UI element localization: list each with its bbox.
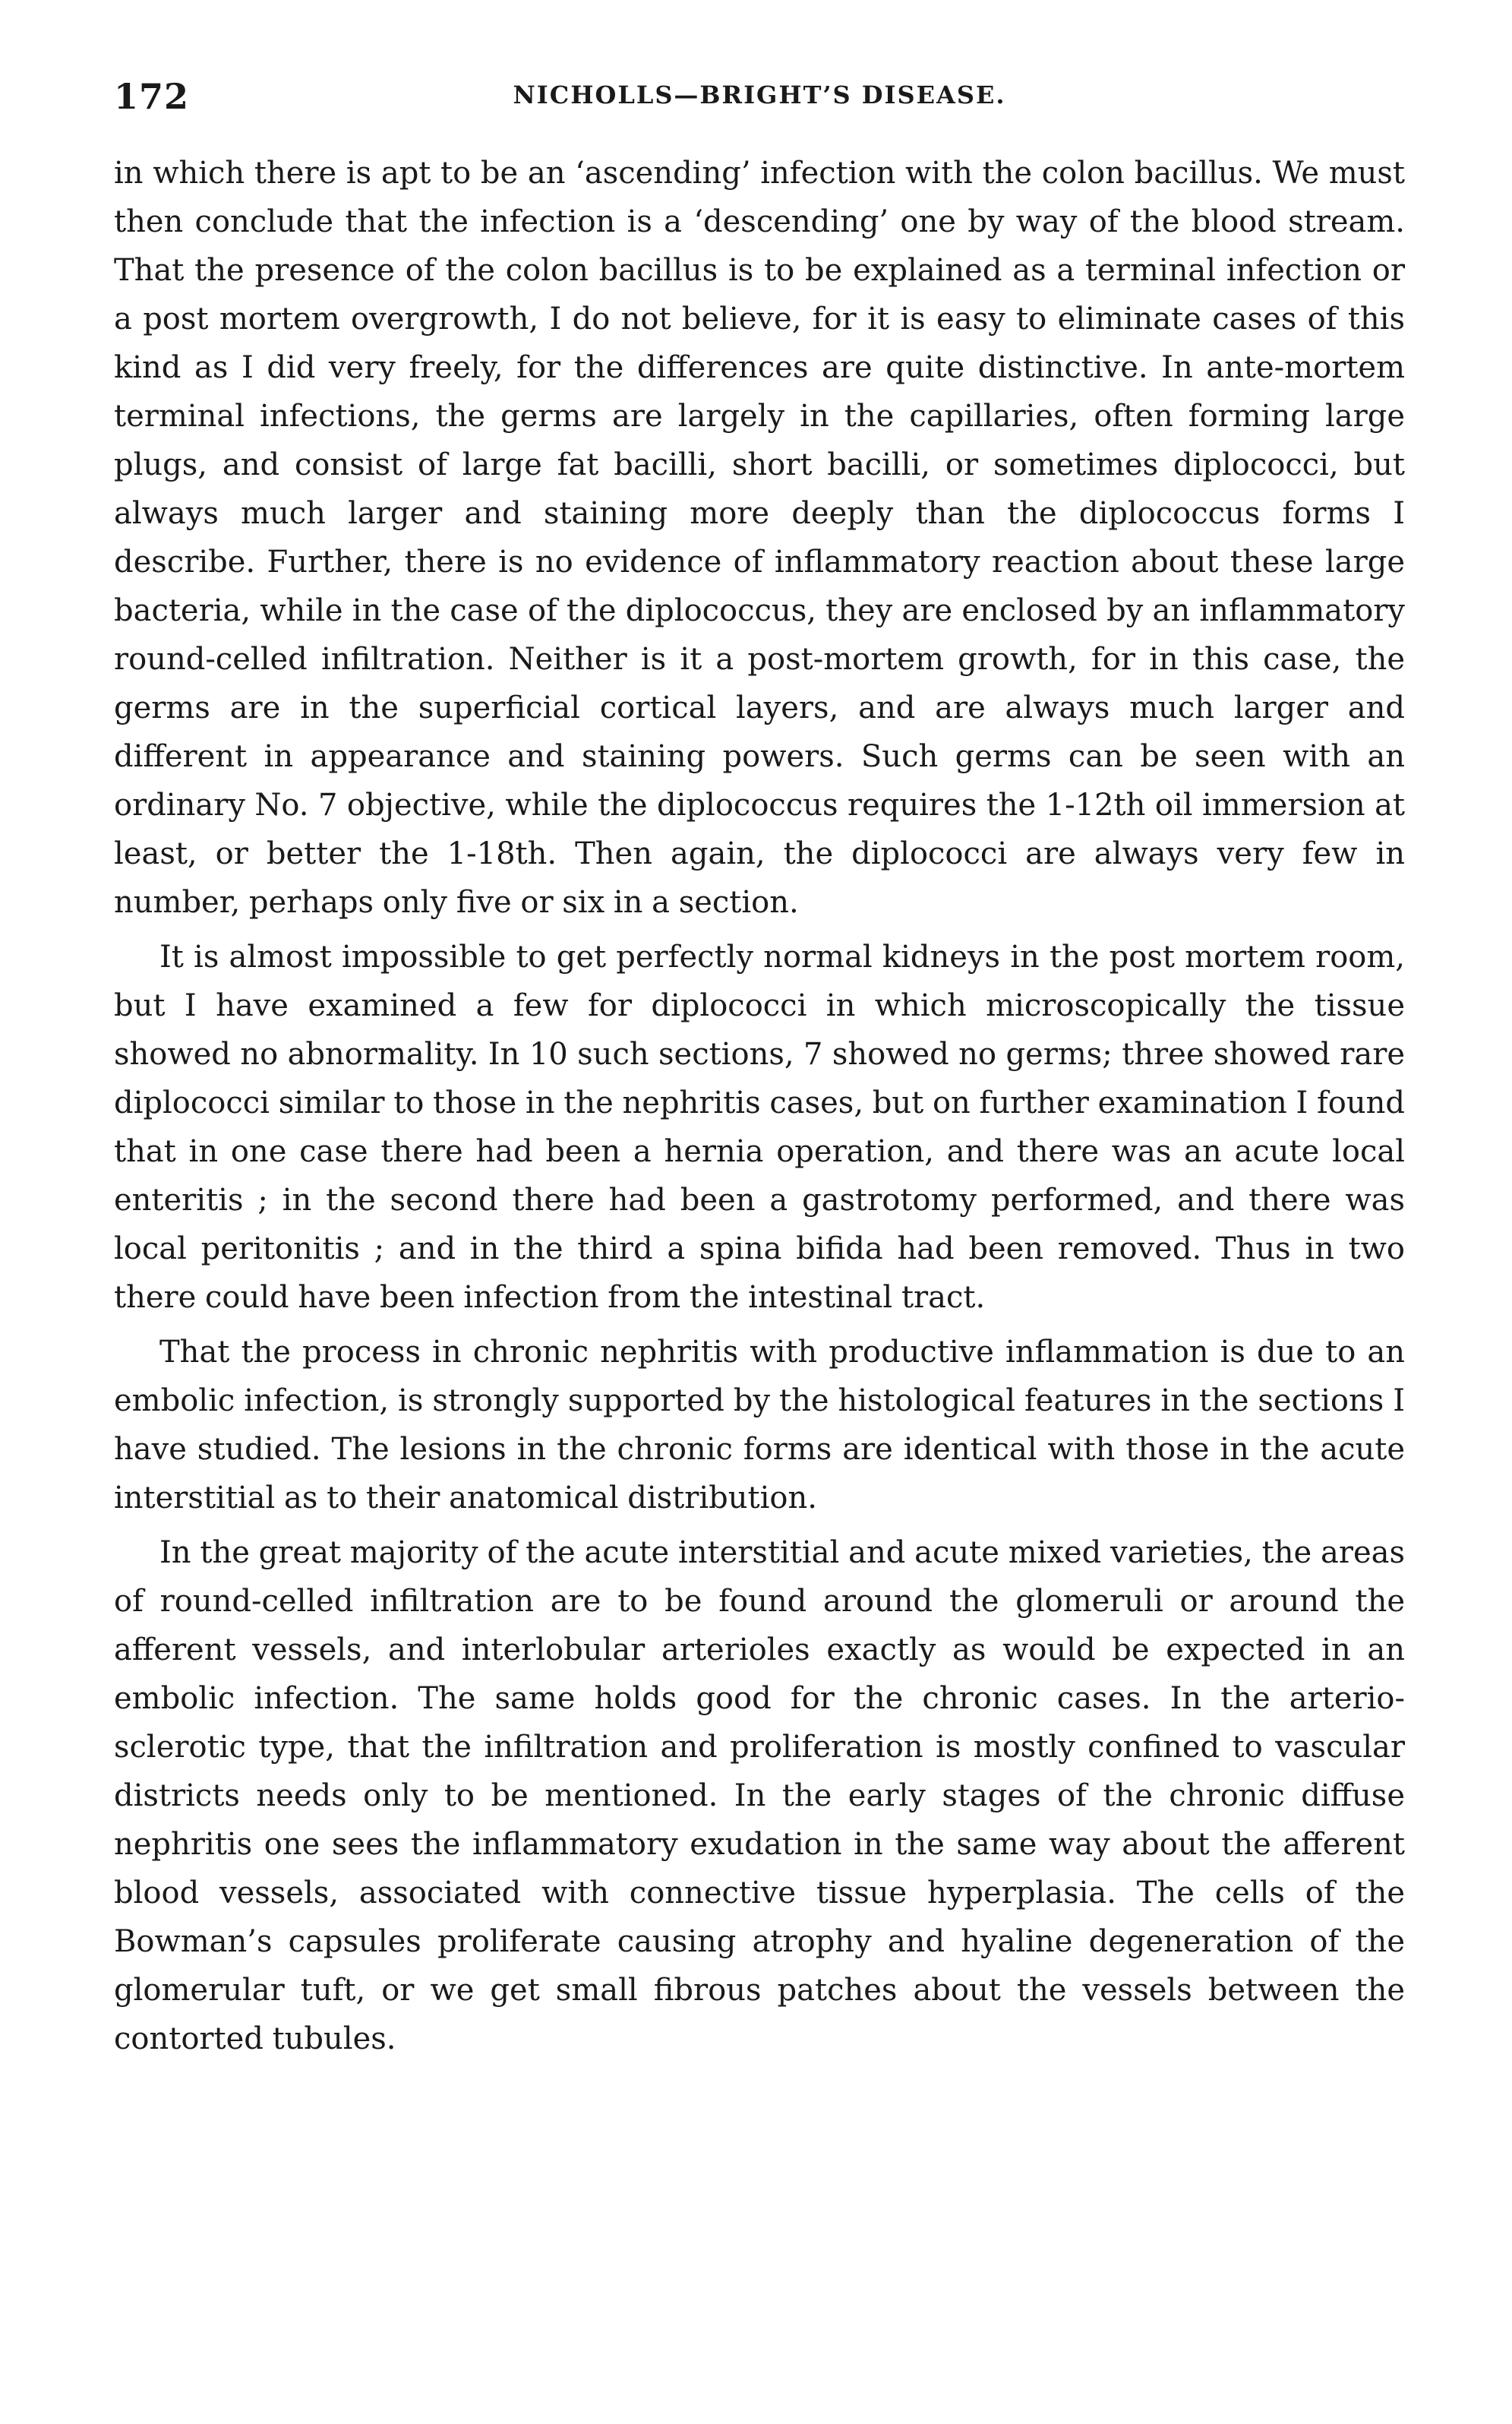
paragraph-chronic-nephritis: That the process in chronic nephritis with productive inflammation is due to an embolic infection, is strongly supported by the histological features in the sections I have studied. The lesions in the chronic forms are identical with those in the acute interstitial as to their anatomical distribution. [114,1335,1405,1515]
text-body [114,149,1405,2063]
paragraph-interstitial-varieties: In the great majority of the acute interstitial and acute mixed varieties, the areas of round-celled infiltration are to be found around the glomeruli or around the afferent vessels, and interlobular arterioles exactly as would be expected in an embolic infection. The same holds good for the chronic cases. In the arterio-sclerotic type, that the infiltration and proliferation is mostly confined to vascular districts needs only to be mentioned. In the early stages of the chronic diffuse nephritis one sees the inflammatory exudation in the same way about the afferent blood vessels, associated with connective tissue hyperplasia. The cells of the Bowman’s capsules proliferate causing atrophy and hyaline degeneration of the glomerular tuft, or we get small fibrous patches about the vessels between the contorted tubules. [114,1535,1405,2056]
page-number: 172 [114,76,190,117]
running-head [114,76,1405,129]
running-title: NICHOLLS—BRIGHT’S DISEASE. [513,81,1006,109]
paragraph-normal-kidneys: It is almost impossible to get perfectly normal kidneys in the post mortem room, but I have examined a few for diplococci in which microscopically the tissue showed no abnormality. In 10 such sections, 7 showed no germs; three showed rare diplococci similar to those in the nephritis cases, but on further examination I found that in one case there had been a hernia operation, and there was an acute local enteritis ; in the second there had been a gastrotomy performed, and there was local peritonitis ; and in the third a spina bifida had been removed. Thus in two there could have been infection from the intestinal tract. [114,940,1405,1315]
paragraph-continued: in which there is apt to be an ‘ascending’ infection with the colon bacillus. We must then conclude that the infection is a ‘descending’ one by way of the blood stream. That the presence of the colon bacillus is to be explained as a terminal infection or a post mortem overgrowth, I do not believe, for it is easy to eliminate cases of this kind as I did very freely, for the differences are quite distinctive. In ante-mortem terminal infections, the germs are largely in the capillaries, often forming large plugs, and consist of large fat bacilli, short bacilli, or sometimes diplococci, but always much larger and staining more deeply than the diplococcus forms I describe. Further, there is no evidence of inflammatory reaction about these large bacteria, while in the case of the diplococcus, they are enclosed by an inflammatory round-celled infiltration. Neither is it a post-mortem growth, for in this case, the germs are in the superficial cortical layers, and are always much larger and different in appearance and staining powers. Such germs can be seen with an ordinary No. 7 objective, while the diplococcus requires the 1-12th oil immersion at least, or better the 1-18th. Then again, the diplococci are always very few in number, perhaps only five or six in a section. [114,156,1405,920]
book-page [114,76,1405,2069]
